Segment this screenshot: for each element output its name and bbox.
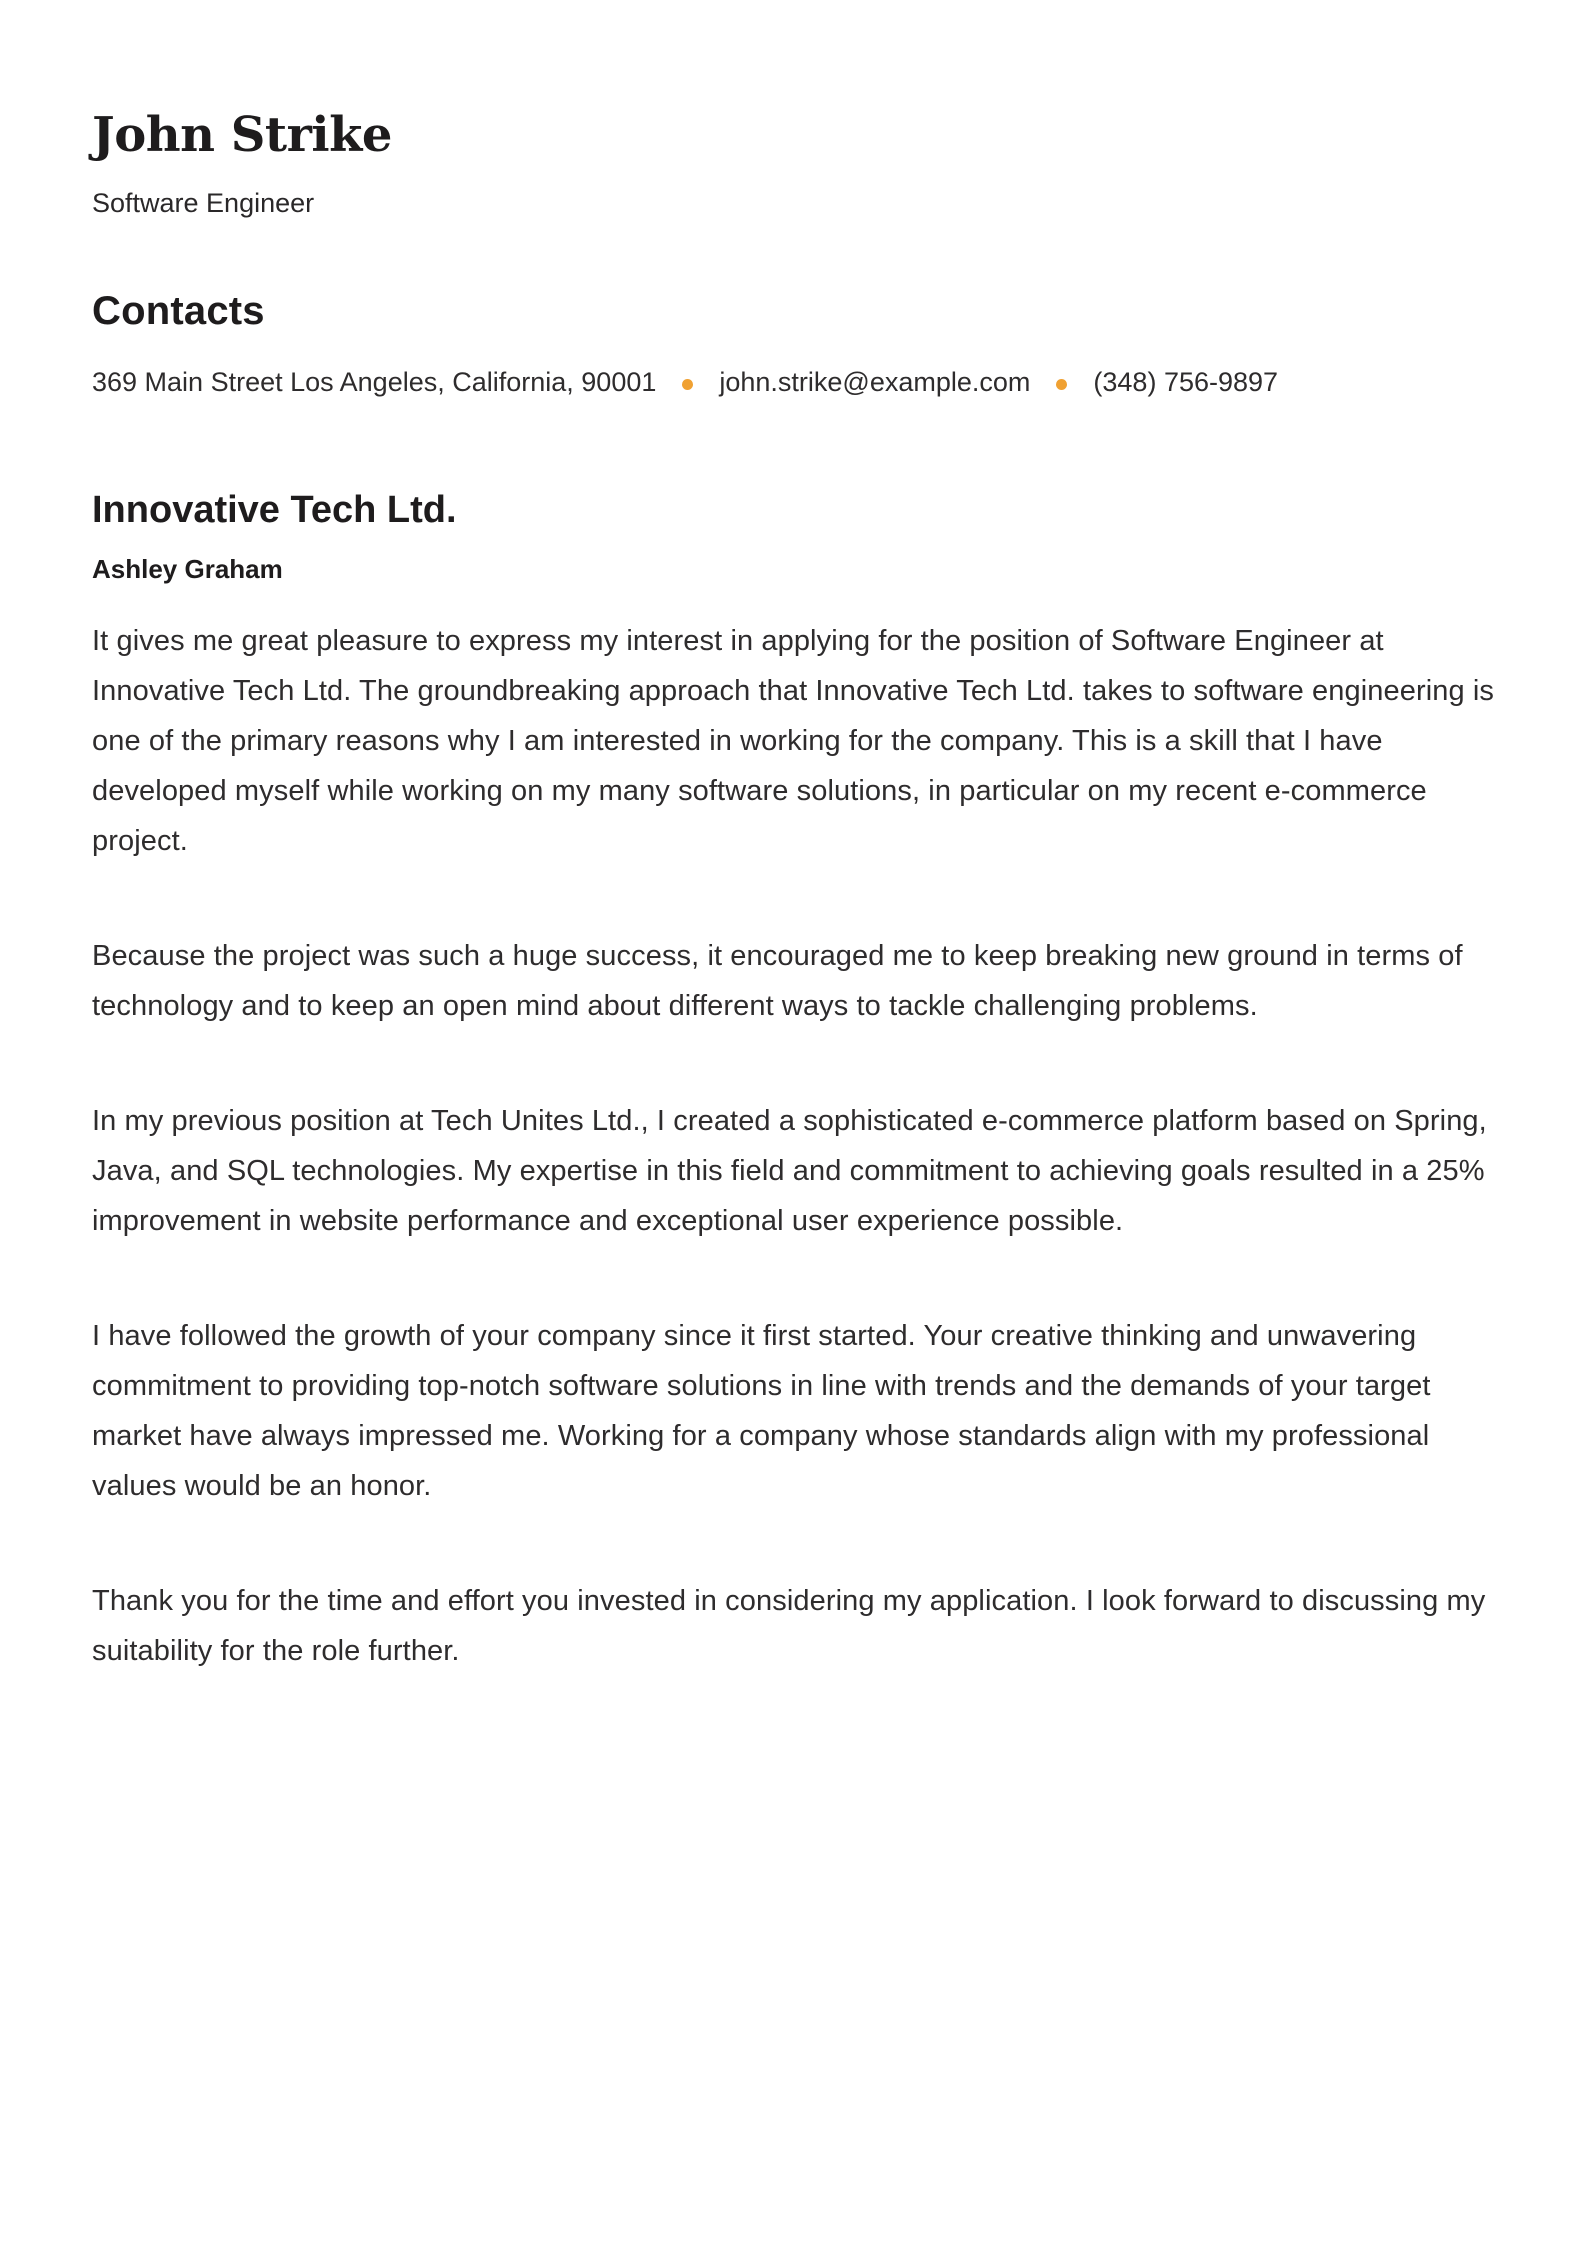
letter-paragraph: I have followed the growth of your company since it first started. Your creative thinking and unwavering commitment to providing top-notch software solutions in line with trends and the demands of your target market have always impressed me. Working for a company whose standards align with my professional values would be an honor. [92,1320,1431,1502]
contact-address: 369 Main Street Los Angeles, California, 90001 [92,367,657,397]
letter-paragraph: Because the project was such a huge success, it encouraged me to keep breaking new ground in terms of technology and to keep an open mind about different ways to tackle challenging problems. [92,940,1463,1022]
contact-email: john.strike@example.com [719,367,1031,397]
separator-dot-icon [1056,379,1067,390]
separator-dot-icon [682,379,693,390]
letter-paragraph: Thank you for the time and effort you invested in considering my application. I look forward to discussing my suitability for the role further. [92,1585,1486,1667]
contacts-heading: Contacts [92,289,265,333]
contact-row [92,365,1496,399]
person-name: John Strike [92,107,392,163]
letter-paragraph: In my previous position at Tech Unites Ltd., I created a sophisticated e-commerce platform based on Spring, Java, and SQL technologies. My expertise in this field and commitment to achieving goals resulted in a 25% improvement in website performance and exceptional user experience possible. [92,1105,1487,1237]
job-title: Software Engineer [92,188,315,218]
company-name: Innovative Tech Ltd. [92,489,457,531]
letter-body [92,616,1496,1676]
recipient-name: Ashley Graham [92,554,283,584]
letter-paragraph: It gives me great pleasure to express my interest in applying for the position of Software Engineer at Innovative Tech Ltd. The groundbreaking approach that Innovative Tech Ltd. takes to software engineering is one of the primary reasons why I am interested in working for the company. This is a skill that I have developed myself while working on my many software solutions, in particular on my recent e-commerce project. [92,625,1495,857]
contact-phone: (348) 756-9897 [1093,367,1279,397]
